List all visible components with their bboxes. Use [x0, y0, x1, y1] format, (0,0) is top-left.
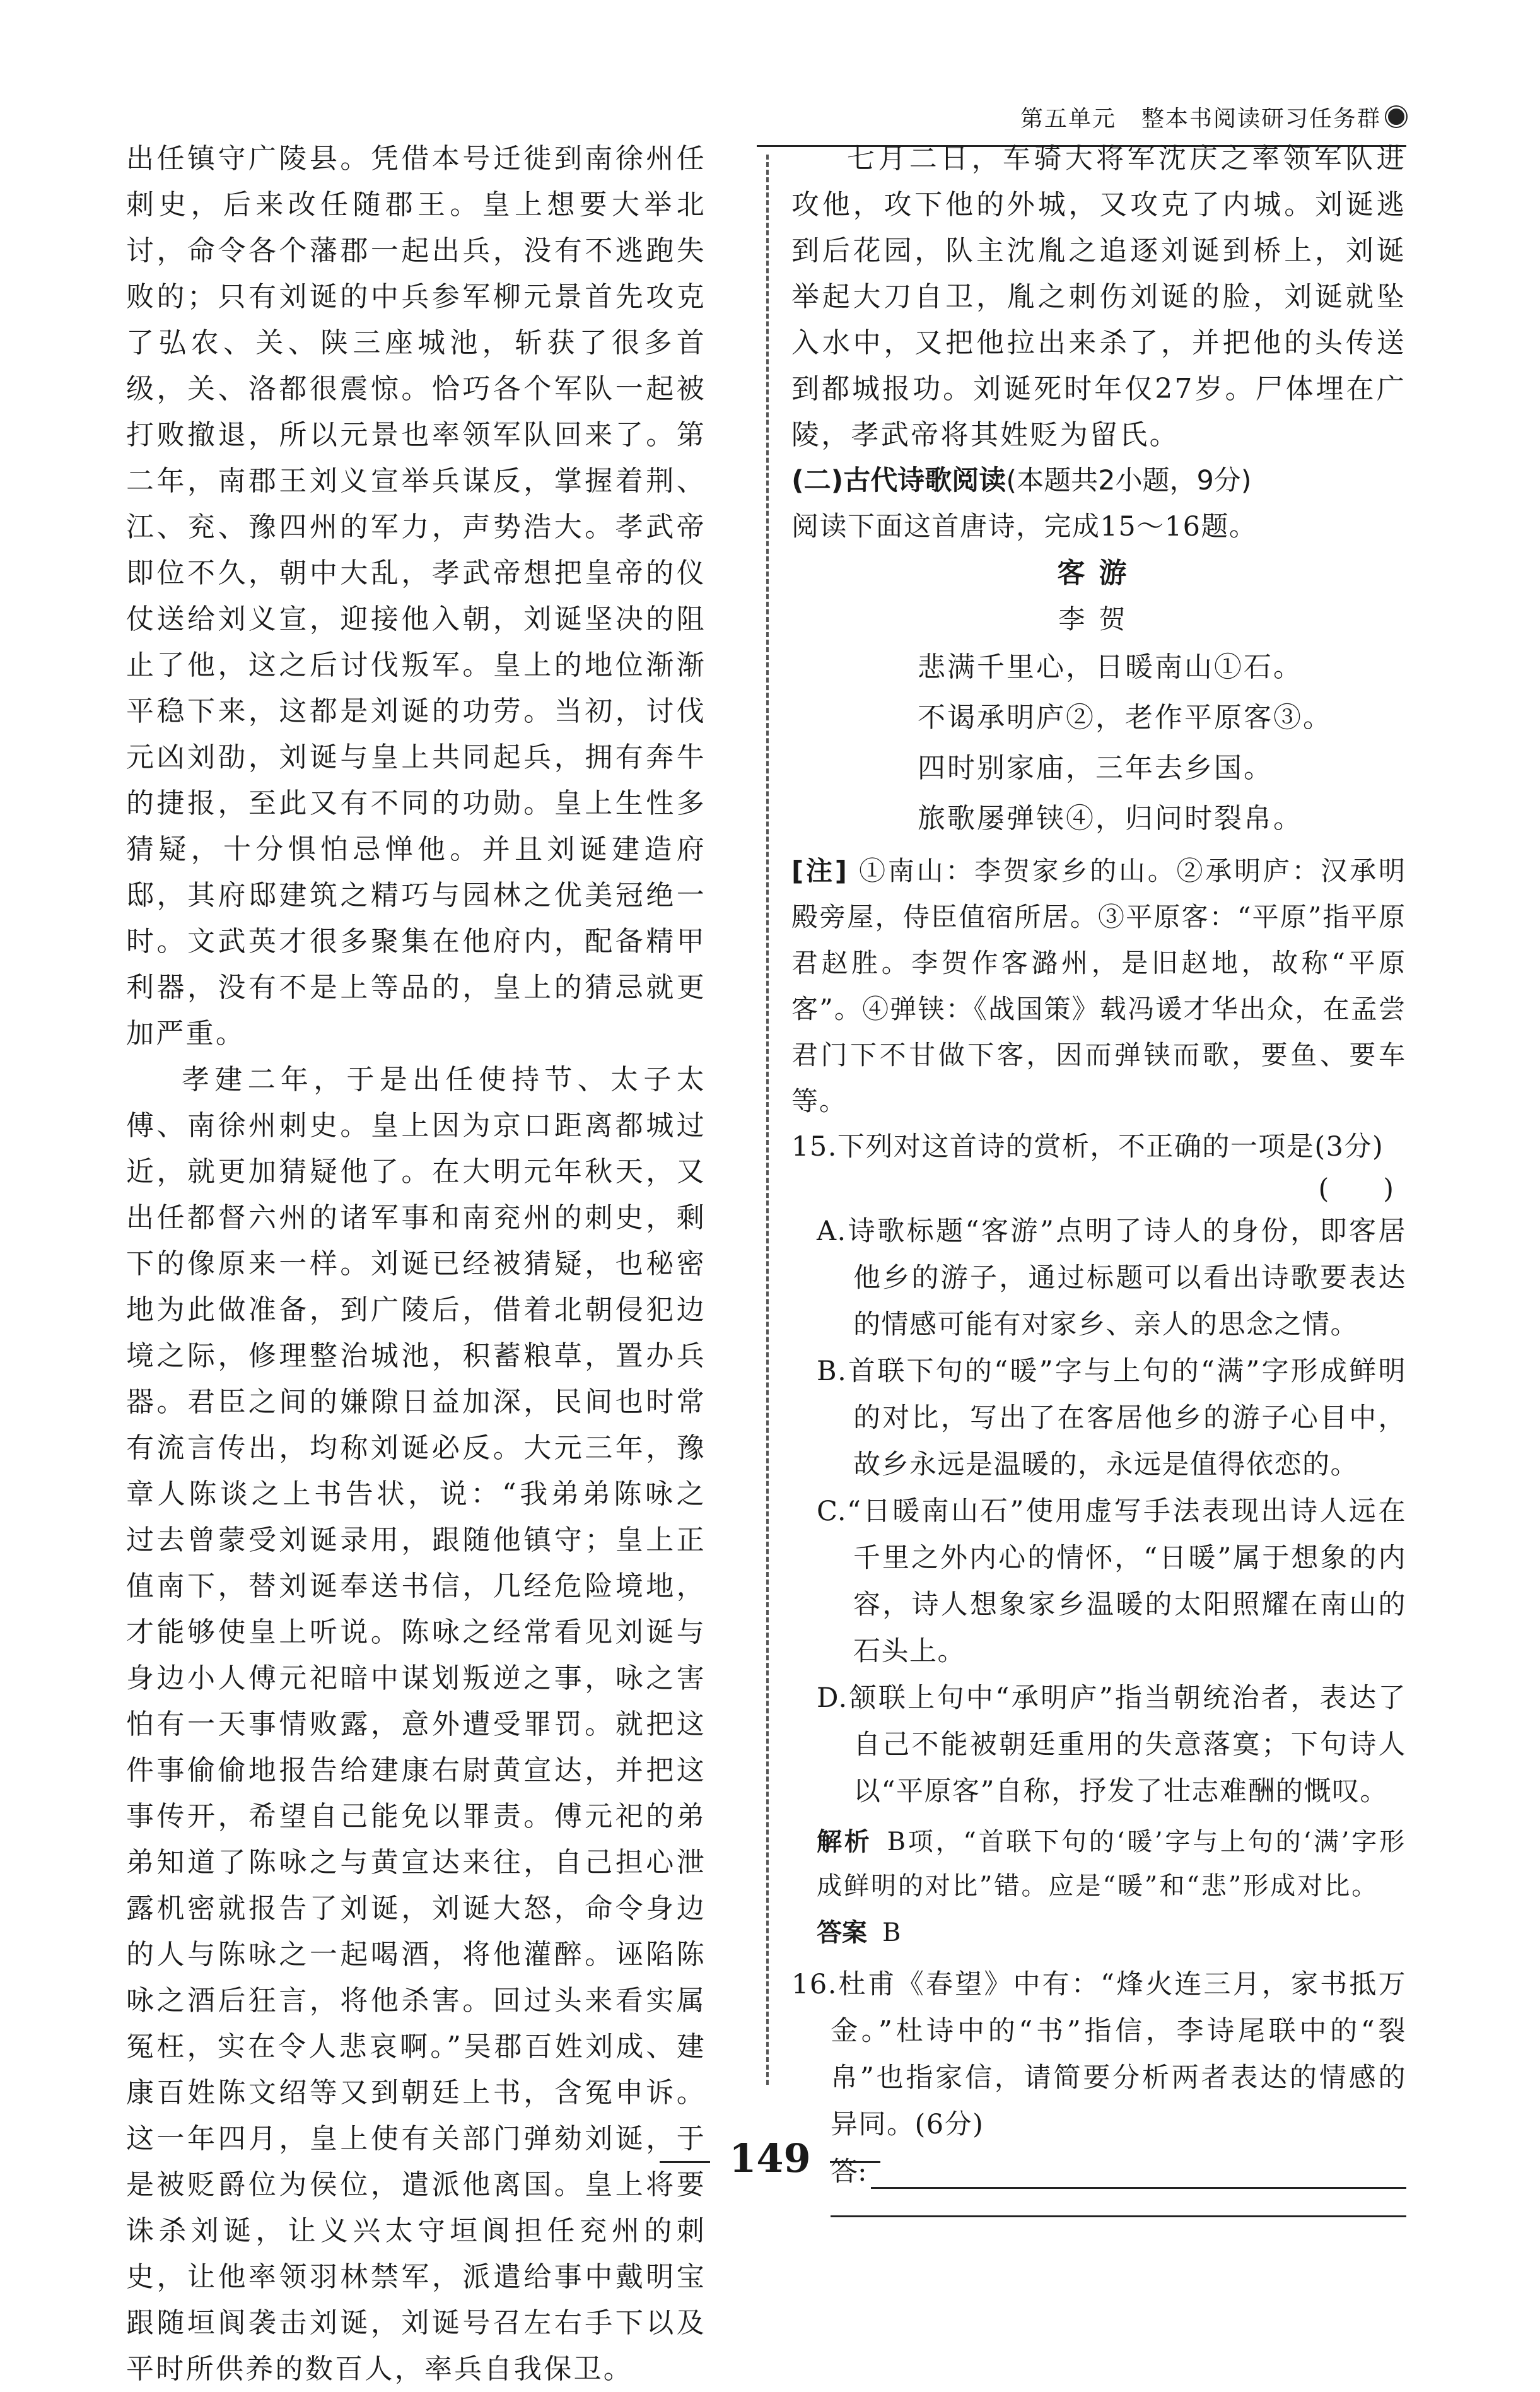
footer-dash-left — [660, 2161, 710, 2163]
note-tag: [注] — [791, 855, 848, 886]
unit-label: 第五单元 — [1020, 105, 1116, 132]
poem-notes — [791, 848, 1406, 1124]
poem-line: 不谒承明庐②，老作平原客③。 — [918, 701, 1333, 734]
answer-rule-2[interactable] — [831, 2215, 1406, 2217]
column-divider — [766, 155, 769, 2085]
poem-title: 客游 — [1057, 557, 1141, 589]
bullet-circle-icon — [1386, 107, 1406, 127]
translation-paragraph-1: 出任镇守广陵县。凭借本号迁徙到南徐州任刺史，后来改任随郡王。皇上想要大举北讨，命令各个藩郡一起出兵，没有不逃跑失败的；只有刘诞的中兵参军柳元景首先攻克了弘农、关、陕三座城池，斩获了很多首级，关、洛都很震惊。恰巧各个军队一起被打败撤退，所以元景也率领军队回来了。第二年，南郡王刘义宣举兵谋反，掌握着荆、江、兖、豫四州的军力，声势浩大。孝武帝即位不久，朝中大乱，孝武帝想把皇帝的仪仗送给刘义宣，迎接他入朝，刘诞坚决的阻止了他，这之后讨伐叛军。皇上的地位渐渐平稳下来，这都是刘诞的功劳。当初，讨伐元凶刘劭，刘诞与皇上共同起兵，拥有奔牛的捷报，至此又有不同的功勋。皇上生性多猜疑，十分惧怕忌惮他。并且刘诞建造府邸，其府邸建筑之精巧与园林之优美冠绝一时。文武英才很多聚集在他府内，配备精甲利器，没有不是上等品的，皇上的猜忌就更加严重。 — [126, 143, 706, 1050]
page-footer — [0, 2135, 1540, 2181]
answer-label: 答案 — [817, 1918, 867, 1947]
question-16-stem: 16.杜甫《春望》中有：“烽火连三月，家书抵万金。”杜诗中的“书”指信，李诗尾联中的“裂帛”也指家信，请简要分析两者表达的情感的异同。(6分) — [791, 1969, 1406, 2140]
note-text: ①南山：李贺家乡的山。②承明庐：汉承明殿旁屋，侍臣值宿所居。③平原客：“平原”指平原君赵胜。李贺作客潞州，是旧赵地，故称“平原客”。④弹铗：《战国策》载冯谖才华出众，在孟尝君门下不甘做下客，因而弹铗而歌，要鱼、要车等。 — [791, 855, 1406, 1117]
poem-line: 旅歌屡弹铗④，归问时裂帛。 — [918, 802, 1303, 835]
answer-paren: ( ) — [1318, 1173, 1394, 1205]
answer — [817, 1911, 1406, 1955]
answer-value: B — [882, 1918, 901, 1947]
option-c: C.“日暖南山石”使用虚写手法表现出诗人远在千里之外内心的情怀，“日暖”属于想象的内容，诗人想象家乡温暖的太阳照耀在南山的石头上。 — [817, 1496, 1406, 1667]
analysis-text: B项，“首联下句的‘暖’字与上句的‘满’字形成鲜明的对比”错。应是“暖”和“悲”形成对比。 — [817, 1827, 1407, 1901]
header-title: 整本书阅读研习任务群 — [1141, 105, 1381, 132]
analysis — [817, 1820, 1406, 1908]
section-instruction: 阅读下面这首唐诗，完成15～16题。 — [791, 511, 1257, 542]
section-note: (本题共2小题，9分) — [1006, 465, 1252, 496]
option-d: D.颔联上句中“承明庐”指当朝统治者，表达了自己不能被朝廷重用的失意落寞；下句诗人以“平原客”自称，抒发了壮志难酬的慨叹。 — [817, 1682, 1406, 1807]
footer-dash-right — [830, 2161, 880, 2163]
translation-paragraph-2: 孝建二年，于是出任使持节、太子太傅、南徐州刺史。皇上因为京口距离都城过近，就更加猜疑他了。在大明元年秋天，又出任都督六州的诸军事和南兖州的刺史，剩下的像原来一样。刘诞已经被猜疑，也秘密地为此做准备，到广陵后，借着北朝侵犯边境之际，修理整治城池，积蓄粮草，置办兵器。君臣之间的嫌隙日益加深，民间也时常有流言传出，均称刘诞必反。大元三年，豫章人陈谈之上书告状，说：“我弟弟陈咏之过去曾蒙受刘诞录用，跟随他镇守；皇上正值南下，替刘诞奉送书信，几经危险境地，才能够使皇上听说。陈咏之经常看见刘诞与身边小人傅元祀暗中谋划叛逆之事，咏之害怕有一天事情败露，意外遭受罪罚。就把这件事偷偷地报告给建康右尉黄宣达，并把这事传开，希望自己能免以罪责。傅元祀的弟弟知道了陈咏之与黄宣达来往，自己担心泄露机密就报告了刘诞，刘诞大怒，命令身边的人与陈咏之一起喝酒，将他灌醉。诬陷陈咏之酒后狂言，将他杀害。回过头来看实属冤枉，实在令人悲哀啊。”吴郡百姓刘成、建康百姓陈文绍等又到朝廷上书，含冤申诉。这一年四月，皇上使有关部门弹劾刘诞，于是被贬爵位为侯位，遣派他离国。皇上将要诛杀刘诞，让义兴太守垣阆担任兖州的刺史，让他率领羽林禁军，派遣给事中戴明宝跟随垣阆袭击刘诞，刘诞号召左右手下以及平时所供养的数百人，率兵自我保卫。 — [126, 1064, 706, 2385]
option-b: B.首联下句的“暖”字与上句的“满”字形成鲜明的对比，写出了在客居他乡的游子心目中，故乡永远是温暖的，永远是值得依恋的。 — [817, 1356, 1406, 1480]
poem-line: 四时别家庙，三年去乡国。 — [918, 752, 1273, 784]
question-15-stem: 15.下列对这首诗的赏析，不正确的一项是(3分) — [791, 1131, 1384, 1163]
right-column — [791, 136, 1406, 2217]
left-column — [126, 136, 706, 2392]
section-title: (二)古代诗歌阅读 — [791, 465, 1006, 496]
option-a: A.诗歌标题“客游”点明了诗人的身份，即客居他乡的游子，通过标题可以看出诗歌要表达的情感可能有对家乡、亲人的思念之情。 — [817, 1216, 1406, 1340]
section-heading — [791, 458, 1406, 504]
poem-line: 悲满千里心，日暖南山①石。 — [918, 651, 1303, 683]
answer-prefix: 答: — [831, 2156, 867, 2188]
page-number: 149 — [729, 2135, 811, 2181]
analysis-label: 解析 — [817, 1827, 872, 1856]
poem-author: 李贺 — [1058, 604, 1140, 635]
translation-paragraph-3: 七月二日，车骑大将军沈庆之率领军队进攻他，攻下他的外城，又攻克了内城。刘诞逃到后花园，队主沈胤之追逐刘诞到桥上，刘诞举起大刀自卫，胤之刺伤刘诞的脸，刘诞就坠入水中，又把他拉出来杀了，并把他的头传送到都城报功。刘诞死时年仅27岁。尸体埋在广陵，孝武帝将其姓贬为留氏。 — [791, 143, 1406, 451]
